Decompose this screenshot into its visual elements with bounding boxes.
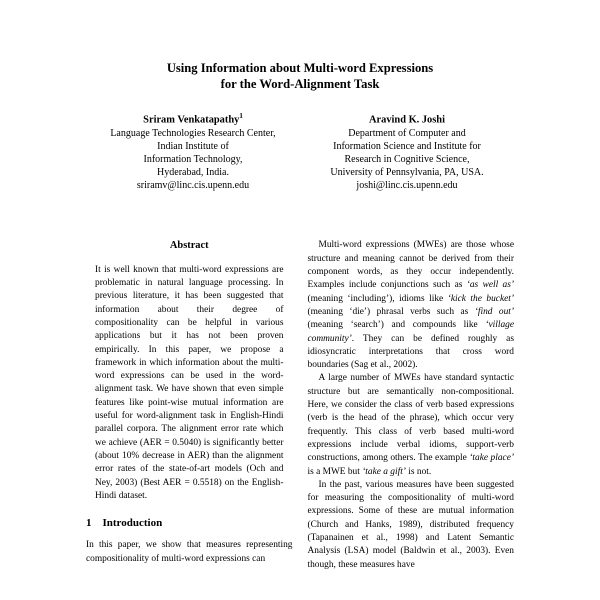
paper-title-line2: for the Word-Alignment Task xyxy=(220,77,380,91)
body-paragraph: In the past, various measures have been suggested for measuring the compositionality of multi-word expressions. Some of these are mutual information (Church and Hanks, 1989), distributed frequency (Tapanainen et al., 1998) and Latent Semantic Analysis (LSA) model (Baldwin et al., 2003). Even though, these measures have xyxy=(307,479,514,570)
body-paragraph: A large number of MWEs have standard syntactic structure but are semantically non-compositional. Here, we consider the class of verb based expressions (verb is the head of the phrase), which occur very frequently. This class of verb based multi-word expressions include verbal idioms, support-verb constructions, among others. The example ‘take place’ is a MWE but ‘take a gift’ is not. xyxy=(307,373,514,477)
abstract-heading: Abstract xyxy=(169,240,209,252)
author-left-affiliation-line: Information Technology, xyxy=(143,154,243,166)
author-right-affiliation-line: Department of Computer and xyxy=(348,128,466,140)
author-left xyxy=(86,110,300,192)
author-right-email: joshi@linc.cis.upenn.edu xyxy=(356,180,458,192)
right-column xyxy=(308,239,515,571)
author-left-footnote-mark: 1 xyxy=(239,112,243,120)
section-title: Introduction xyxy=(102,517,163,530)
author-right-affiliation-line: University of Pennsylvania, PA, USA. xyxy=(330,167,484,179)
author-left-name xyxy=(86,110,300,126)
author-right-affiliation-line: Research in Cognitive Science, xyxy=(344,154,470,166)
author-left-affiliation-line: Hyderabad, India. xyxy=(157,167,229,179)
paper-title-line1: Using Information about Multi-word Expressions xyxy=(166,61,434,75)
section-number: 1 xyxy=(86,517,92,530)
abstract-text: It is well known that multi-word expressions are problematic in natural language processing. In previous literature, it has been suggested that information about their degree of compositionality can be helpful in various applications but it has not been proven empirically. In this paper, we propose a framework in which information about the multi-word expressions can be used in the word-alignment task. We have shown that even simple features like point-wise mutual information are useful for word-alignment task in English-Hindi parallel corpora. The alignment error rate which we achieve (AER = 0.5040) is significantly better (about 10% decrease in AER) than the alignment error rates of the state-of-art models (Och and Ney, 2003) (Best AER = 0.5518) on the English-Hindi dataset. xyxy=(95,264,284,501)
author-left-email: sriramv@linc.cis.upenn.edu xyxy=(136,180,250,192)
two-column-body xyxy=(86,239,514,571)
author-block xyxy=(86,110,514,192)
author-right-name-text: Aravind K. Joshi xyxy=(369,114,445,126)
author-left-name-text: Sriram Venkatapathy xyxy=(143,114,240,126)
paper-title xyxy=(86,60,514,92)
left-column xyxy=(86,239,293,571)
section-heading-introduction xyxy=(86,517,293,530)
author-left-affiliation-line: Language Technologies Research Center, xyxy=(110,128,276,140)
author-right xyxy=(300,110,514,192)
introduction-paragraph: In this paper, we show that measures representing compositionality of multi-word expressions can xyxy=(86,540,293,564)
author-right-affiliation-line: Information Science and Institute for xyxy=(333,141,481,153)
author-right-name xyxy=(300,110,514,126)
body-paragraph: Multi-word expressions (MWEs) are those whose structure and meaning cannot be derived from their component words, as they occur independently. Examples include conjunctions such as ‘as well as’ (meaning ‘including’), idioms like ‘kick the bucket’ (meaning ‘die’) phrasal verbs such as ‘find out’ (meaning ‘search’) and compounds like ‘village community’. They can be defined roughly as idiosyncratic interpretations that cross word boundaries (Sag et al., 2002). xyxy=(307,240,514,371)
author-left-affiliation-line: Indian Institute of xyxy=(157,141,229,153)
